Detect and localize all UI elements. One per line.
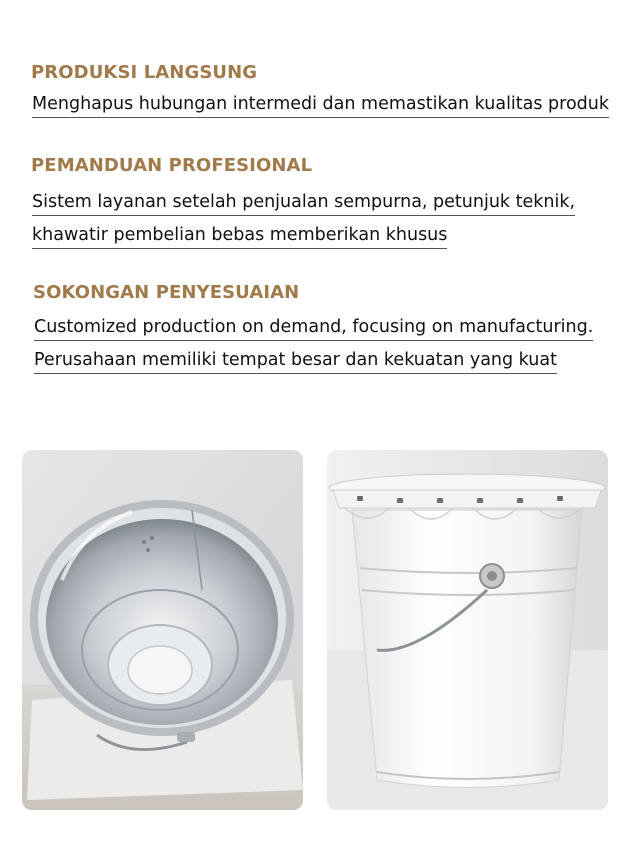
section-text-line: Sistem layanan setelah penjualan sempurna, petunjuk teknik, <box>32 192 575 216</box>
section-text-line: Customized production on demand, focusing on manufacturing. <box>34 317 593 341</box>
section-text-line: Menghapus hubungan intermedi dan memastikan kualitas produk <box>32 94 609 118</box>
white-pail-photo <box>327 450 608 810</box>
open-silver-bucket-photo <box>22 450 303 810</box>
section-heading: PRODUKSI LANGSUNG <box>31 62 258 83</box>
section-heading: PEMANDUAN PROFESIONAL <box>31 155 313 176</box>
section-heading: SOKONGAN PENYESUAIAN <box>33 282 300 303</box>
section-text-line: Perusahaan memiliki tempat besar dan kekuatan yang kuat <box>34 350 557 374</box>
section-text-line: khawatir pembelian bebas memberikan khusus <box>32 225 447 249</box>
